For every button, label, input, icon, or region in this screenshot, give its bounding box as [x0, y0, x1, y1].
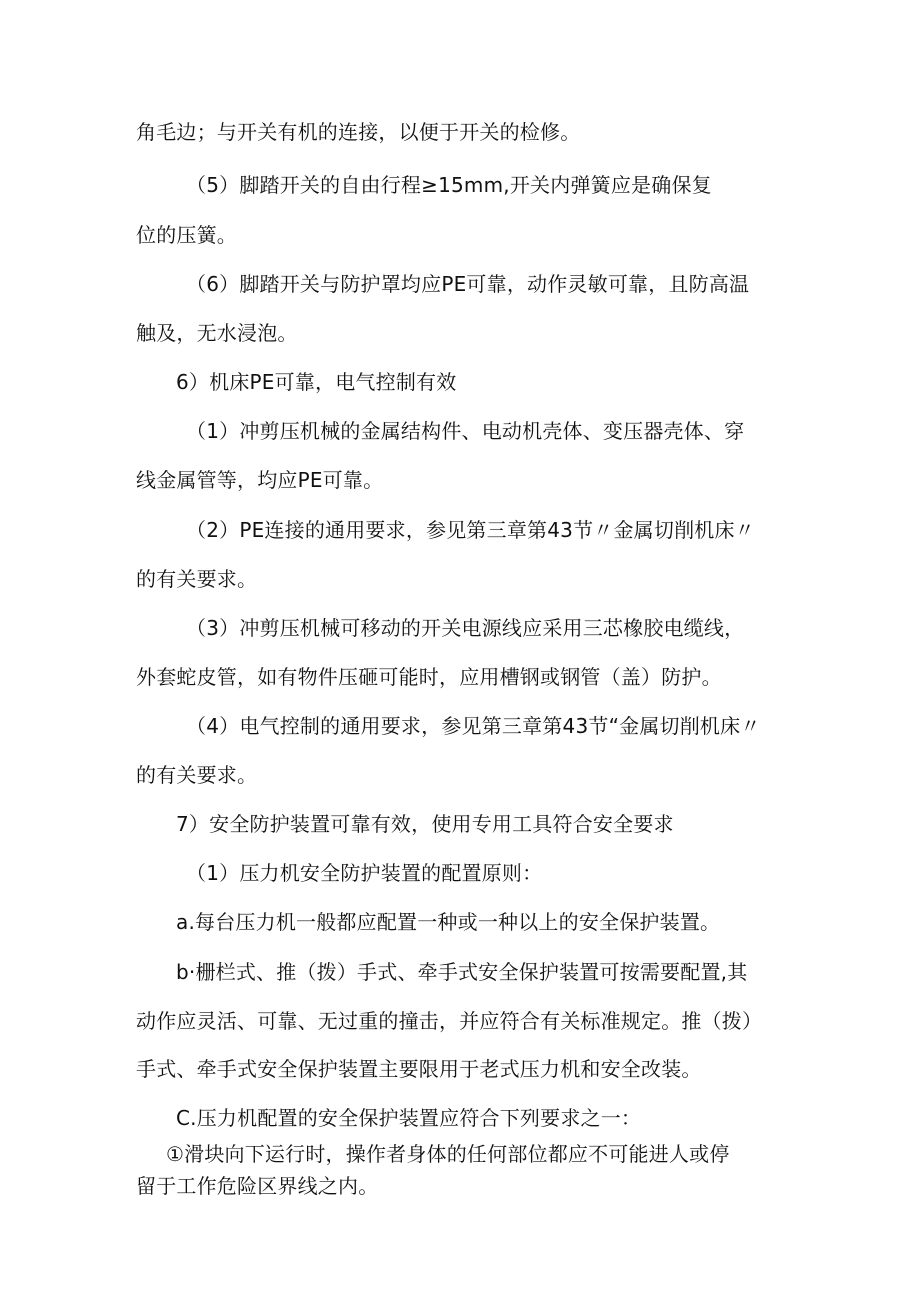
- text-line: 触及，无水浸泡。: [136, 321, 298, 345]
- text-line: a.每台压力机一般都应配置一种或一种以上的安全保护装置。: [176, 910, 721, 934]
- text-line: 6）机床PE可靠，电气控制有效: [176, 370, 457, 394]
- text-line: 角毛边；与开关有机的连接，以便于开关的检修。: [136, 120, 581, 144]
- text-line: （5）脚踏开关的自由行程≥15mm,开关内弹簧应是确保复: [186, 173, 712, 197]
- text-line: b·栅栏式、推（拨）手式、牵手式安全保护装置可按需要配置,其: [176, 960, 748, 984]
- text-line: 手式、牵手式安全保护装置主要限用于老式压力机和安全改装。: [136, 1057, 702, 1081]
- text-line: （1）冲剪压机械的金属结构件、电动机壳体、变压器壳体、穿: [186, 419, 745, 443]
- text-line: 的有关要求。: [136, 567, 258, 591]
- text-line: 的有关要求。: [136, 763, 258, 787]
- text-line: （3）冲剪压机械可移动的开关电源线应采用三芯橡胶电缆线，: [186, 616, 745, 640]
- text-line: 留于工作危险区界线之内。: [136, 1174, 379, 1198]
- text-line: 7）安全防护装置可靠有效，使用专用工具符合安全要求: [176, 812, 674, 836]
- text-line: ①滑块向下运行时，操作者身体的任何部位都应不可能进人或停: [166, 1142, 730, 1166]
- text-line: C.压力机配置的安全保护装置应符合下列要求之一：: [176, 1106, 642, 1130]
- text-line: 位的压簧。: [136, 223, 237, 247]
- text-line: （1）压力机安全防护装置的配置原则：: [186, 861, 543, 885]
- text-line: （2）PE连接的通用要求，参见第三章第43节〃金属切削机床〃: [186, 518, 755, 542]
- text-line: （6）脚踏开关与防护罩均应PE可靠，动作灵敏可靠，且防高温: [186, 272, 750, 296]
- text-line: （4）电气控制的通用要求，参见第三章第43节“金属切削机床〃: [186, 714, 761, 738]
- text-line: 线金属管等，均应PE可靠。: [136, 468, 384, 492]
- text-line: 动作应灵活、可靠、无过重的撞击，并应符合有关标准规定。推（拨）: [136, 1009, 763, 1033]
- text-line: 外套蛇皮管，如有物件压砸可能时，应用槽钢或钢管（盖）防护。: [136, 665, 722, 689]
